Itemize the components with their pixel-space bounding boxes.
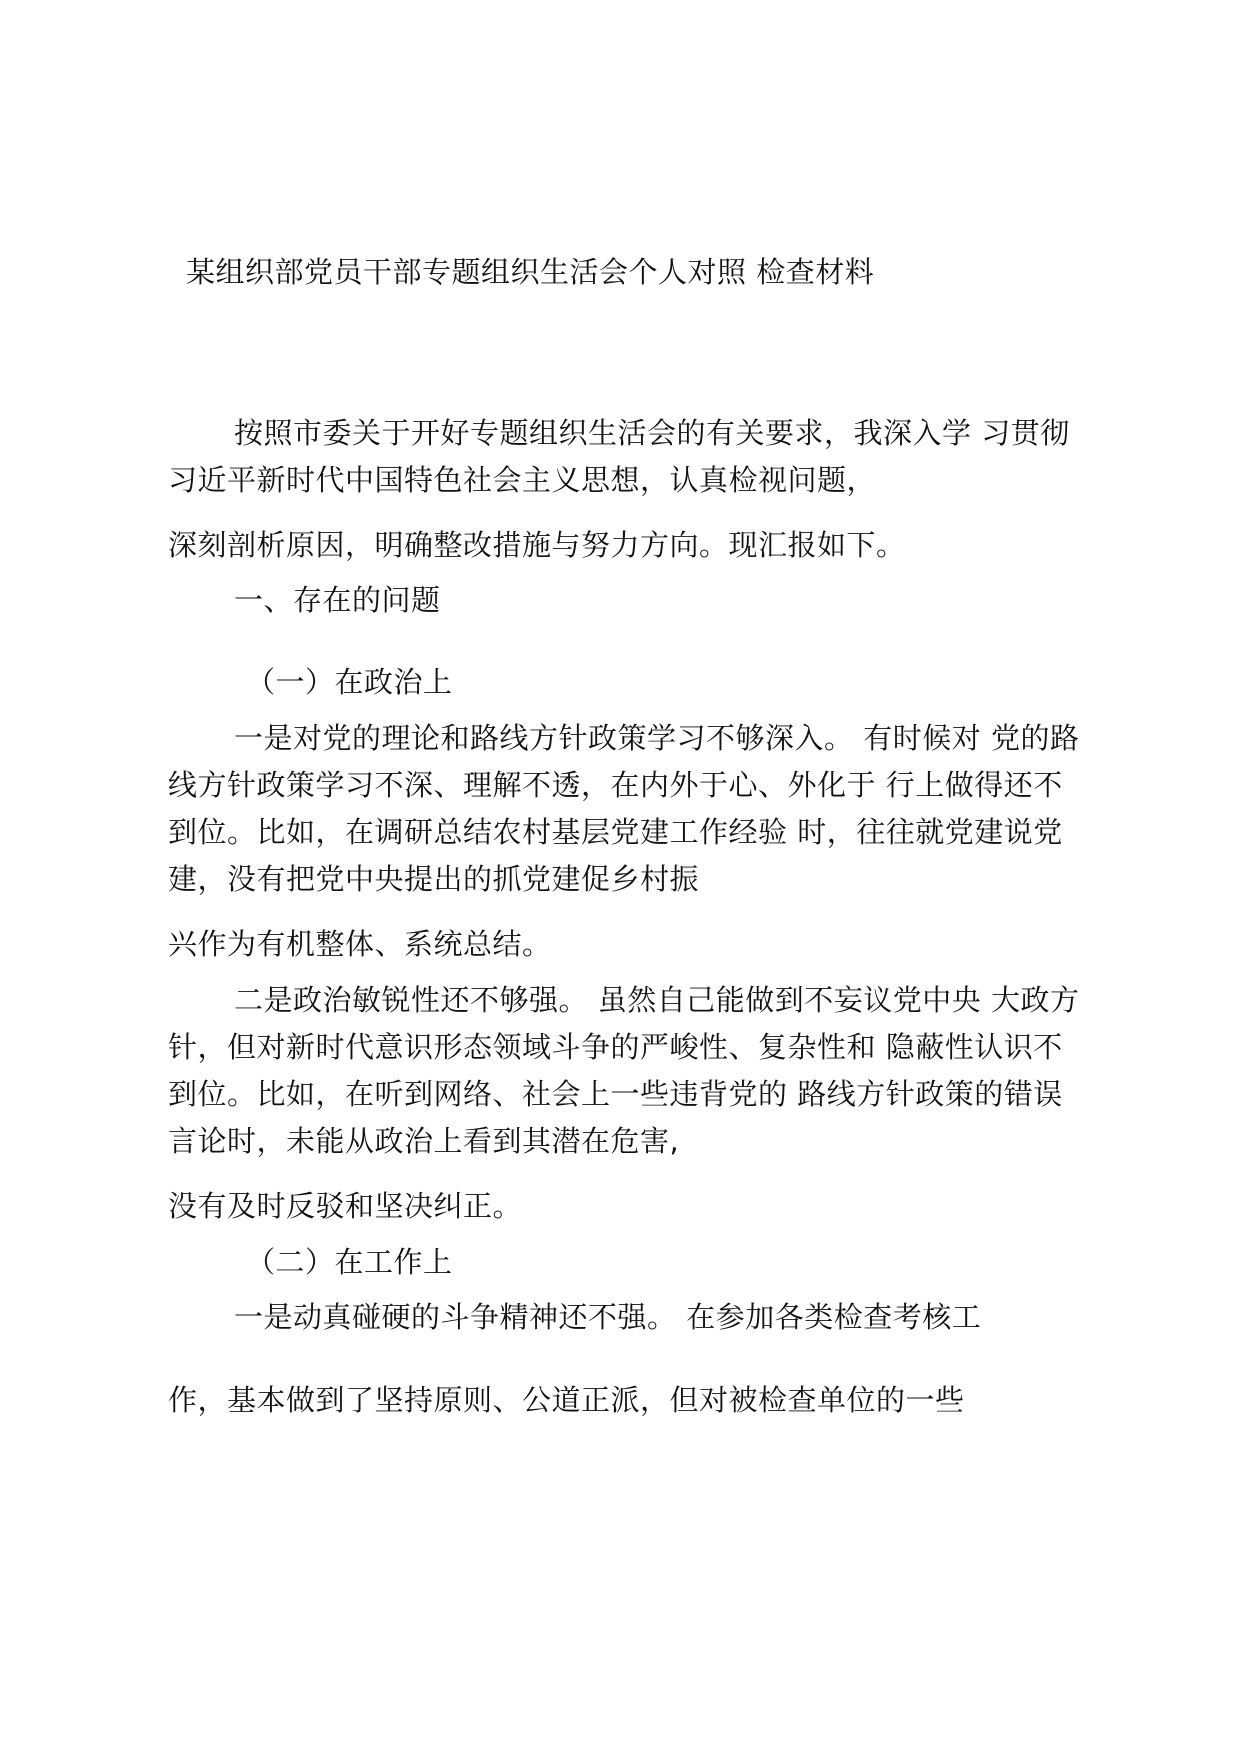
paragraph-line: 兴作为有机整体、系统总结。 <box>168 927 552 961</box>
paragraph-line: 作，基本做到了坚持原则、公道正派，但对被检查单位的一些 <box>168 1383 965 1417</box>
paragraph-line: 到位。比如，在听到网络、社会上一些违背党的 路线方针政策的错误 <box>168 1077 1063 1111</box>
paragraph-line: 建，没有把党中央提出的抓党建促乡村振 <box>168 862 700 896</box>
paragraph-line: 习近平新时代中国特色社会主义思想，认真检视问题， <box>168 463 877 497</box>
paragraph-line: 深刻剖析原因，明确整改措施与努力方向。现汇报如下。 <box>168 528 906 562</box>
paragraph-line: 线方针政策学习不深、理解不透，在内外于心、外化于 行上做得还不 <box>168 768 1063 802</box>
paragraph-line: 按照市委关于开好专题组织生活会的有关要求，我深入学 习贯彻 <box>234 416 1070 450</box>
paragraph-line: 一是动真碰硬的斗争精神还不强。 在参加各类检查考核工 <box>234 1300 982 1334</box>
paragraph-line: 到位。比如，在调研总结农村基层党建工作经验 时，往往就党建说党 <box>168 815 1063 849</box>
section-heading: 一、存在的问题 <box>234 583 441 617</box>
paragraph-line: 一是对党的理论和路线方针政策学习不够深入。 有时候对 党的路 <box>234 721 1080 755</box>
paragraph-line: 没有及时反驳和坚决纠正。 <box>168 1189 523 1223</box>
subsection-heading: （二）在工作上 <box>246 1245 453 1279</box>
paragraph-line: 二是政治敏锐性还不够强。 虽然自己能做到不妄议党中央 大政方 <box>234 983 1080 1017</box>
subsection-heading: （一）在政治上 <box>246 665 453 699</box>
document-title: 某组织部党员干部专题组织生活会个人对照 检查材料 <box>186 255 875 289</box>
paragraph-line: 言论时，未能从政治上看到其潜在危害, <box>168 1124 680 1158</box>
paragraph-line: 针，但对新时代意识形态领域斗争的严峻性、复杂性和 隐蔽性认识不 <box>168 1030 1063 1064</box>
